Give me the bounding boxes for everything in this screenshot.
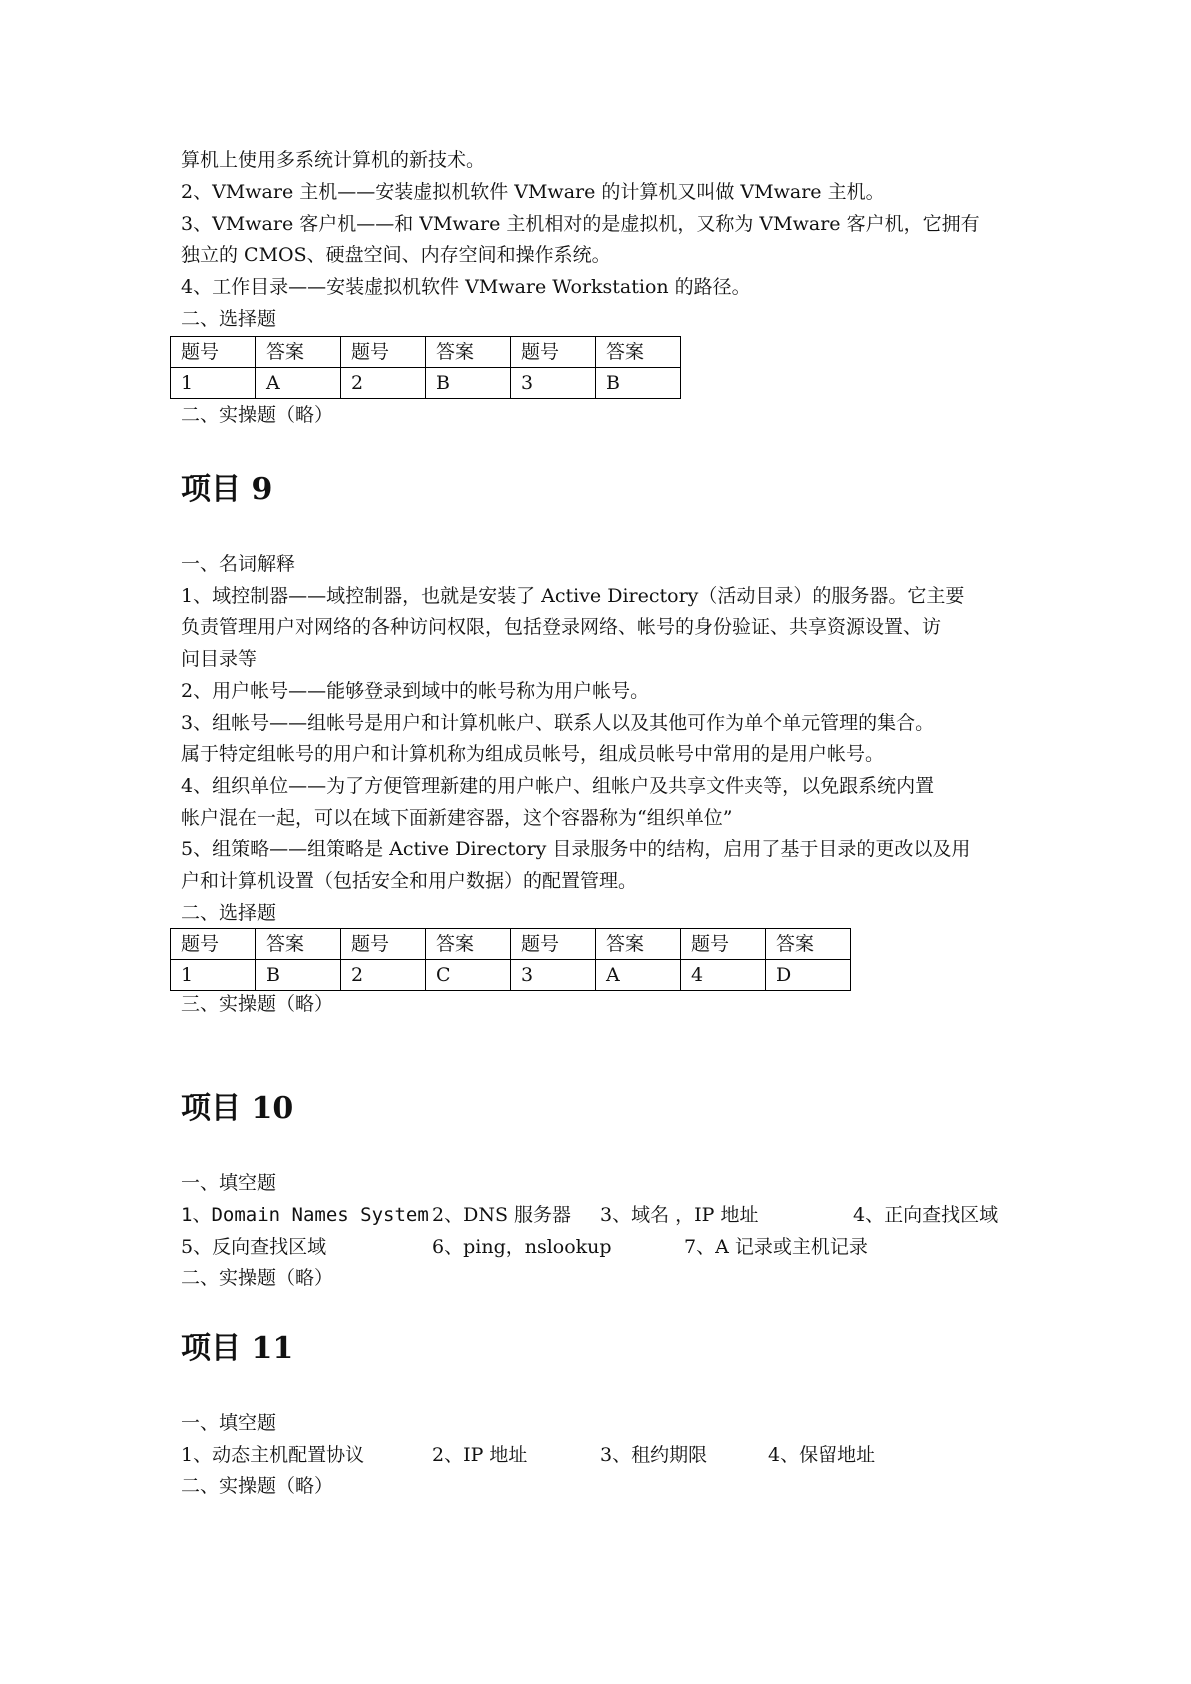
table-cell: 1 [171, 368, 256, 399]
fill-answer: 4、保留地址 [768, 1444, 876, 1466]
fill-answer: 1、Domain Names System [181, 1204, 429, 1226]
part-heading: 一、填空题 [181, 1172, 277, 1194]
fill-answer: 7、A 记录或主机记录 [684, 1236, 868, 1258]
paragraph-line: 2、VMware 主机——安装虚拟机软件 VMware 的计算机又叫做 VMware 主机。 [181, 181, 885, 203]
table-cell: 答案 [596, 337, 681, 368]
fill-answer: 4、正向查找区域 [853, 1204, 999, 1226]
practice-note: 二、实操题（略） [181, 1267, 334, 1289]
fill-answer: 6、ping，nslookup [432, 1236, 612, 1258]
table-cell: 答案 [766, 929, 851, 960]
table-cell: 题号 [511, 929, 596, 960]
paragraph-line: 属于特定组帐号的用户和计算机称为组成员帐号，组成员帐号中常用的是用户帐号。 [181, 743, 885, 765]
fill-answer: 2、IP 地址 [432, 1444, 528, 1466]
table-cell: 题号 [171, 337, 256, 368]
practice-note: 二、实操题（略） [181, 1475, 334, 1497]
table-cell: 答案 [426, 929, 511, 960]
table-cell: 2 [341, 960, 426, 991]
table-cell: D [766, 960, 851, 991]
answer-table [170, 336, 681, 399]
table-cell: 题号 [681, 929, 766, 960]
section-title: 项目 11 [181, 1331, 294, 1366]
paragraph-line: 3、VMware 客户机——和 VMware 主机相对的是虚拟机，又称为 VMware 客户机，它拥有 [181, 213, 980, 235]
practice-note: 二、实操题（略） [181, 404, 334, 426]
table-cell: 答案 [426, 337, 511, 368]
paragraph-line: 3、组帐号——组帐号是用户和计算机帐户、联系人以及其他可作为单个单元管理的集合。 [181, 712, 935, 734]
choice-heading: 二、选择题 [181, 902, 277, 924]
table-cell: 3 [511, 368, 596, 399]
table-cell: B [426, 368, 511, 399]
fill-answer: 3、域名 ，IP 地址 [600, 1204, 759, 1226]
answer-table [170, 928, 851, 991]
paragraph-line: 5、组策略——组策略是 Active Directory 目录服务中的结构，启用了基于目录的更改以及用 [181, 838, 971, 860]
paragraph-line: 问目录等 [181, 648, 258, 670]
table-cell: 答案 [256, 929, 341, 960]
table-cell: 题号 [171, 929, 256, 960]
section-title: 项目 9 [181, 472, 273, 507]
table-cell: 4 [681, 960, 766, 991]
paragraph-line: 独立的 CMOS、硬盘空间、内存空间和操作系统。 [181, 244, 611, 266]
paragraph-line: 算机上使用多系统计算机的新技术。 [181, 149, 486, 171]
section-title: 项目 10 [181, 1091, 294, 1126]
table-row [171, 368, 681, 399]
table-cell: A [596, 960, 681, 991]
paragraph-line: 4、组织单位——为了方便管理新建的用户帐户、组帐户及共享文件夹等，以免跟系统内置 [181, 775, 935, 797]
paragraph-line: 户和计算机设置（包括安全和用户数据）的配置管理。 [181, 870, 638, 892]
fill-answer: 2、DNS 服务器 [432, 1204, 572, 1226]
part-heading: 一、填空题 [181, 1412, 277, 1434]
practice-note: 三、实操题（略） [181, 993, 334, 1015]
table-cell: C [426, 960, 511, 991]
table-header-row [171, 337, 681, 368]
table-cell: 题号 [511, 337, 596, 368]
table-cell: 3 [511, 960, 596, 991]
paragraph-line: 帐户混在一起，可以在域下面新建容器，这个容器称为“组织单位” [181, 807, 733, 829]
table-row [171, 960, 851, 991]
fill-answer: 3、租约期限 [600, 1444, 708, 1466]
part-heading: 一、名词解释 [181, 553, 296, 575]
table-cell: B [256, 960, 341, 991]
table-cell: 2 [341, 368, 426, 399]
fill-answer: 5、反向查找区域 [181, 1236, 327, 1258]
table-cell: 答案 [256, 337, 341, 368]
table-cell: 题号 [341, 337, 426, 368]
paragraph-line: 负责管理用户对网络的各种访问权限，包括登录网络、帐号的身份验证、共享资源设置、访 [181, 616, 942, 638]
table-header-row [171, 929, 851, 960]
table-cell: A [256, 368, 341, 399]
choice-heading: 二、选择题 [181, 308, 277, 330]
table-cell: B [596, 368, 681, 399]
table-cell: 题号 [341, 929, 426, 960]
table-cell: 1 [171, 960, 256, 991]
fill-answer: 1、动态主机配置协议 [181, 1444, 365, 1466]
table-cell: 答案 [596, 929, 681, 960]
paragraph-line: 4、工作目录——安装虚拟机软件 VMware Workstation 的路径。 [181, 276, 751, 298]
paragraph-line: 1、域控制器——域控制器，也就是安装了 Active Directory（活动目录）的服务器。它主要 [181, 585, 965, 607]
paragraph-line: 2、用户帐号——能够登录到域中的帐号称为用户帐号。 [181, 680, 650, 702]
